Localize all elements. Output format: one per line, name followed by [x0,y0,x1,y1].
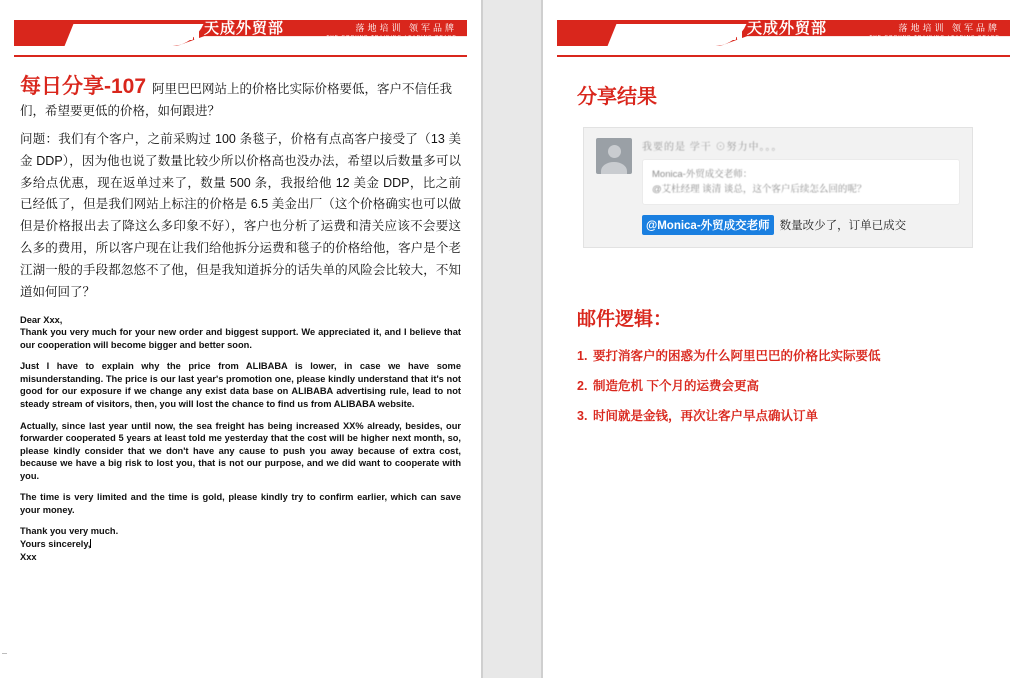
result-section-title: 分享结果 [577,86,657,108]
slide-page-left [0,0,481,678]
email-body [20,314,461,563]
brand-logo [182,20,284,45]
email-paragraph-2: Just I have to explain why the price from ALIBABA is lower, in case we have some misunderstanding. The price is our last year's promotion one, please kindly understand that it's not good for our exposure if we change any exist data base on ALIBABA advertising rule, lead to not steady stream of visitors, then, you will lost the chance to find us from ALIBABA website. [20,361,461,410]
email-logic-list [577,347,990,425]
slide-page-right [543,0,1024,678]
left-page-body [0,60,481,563]
chat-sent-text: 数量改少了，订单已成交 [779,220,907,233]
chat-bubble-line-2: @艾杜经理 谈清 谈总，这个客户后续怎么回的呢？ [652,184,867,196]
list-item-label: 时间就是金钱，再次让客户早点确认订单 [593,408,819,423]
email-paragraph-4: The time is very limited and the time is gold, please kindly try to confirm earlier, which can save your money. [20,492,461,515]
email-paragraph-1: Thank you very much for your new order and biggest support. We appreciated it, and I believe that our cooperation will become bigger and better soon. [20,327,461,350]
chat-screenshot [583,127,973,248]
list-item-number: 1. [577,349,588,364]
header-divider [14,55,467,57]
chat-content [642,138,960,235]
logo-text-en: TIANCHENGWAIMAOBU [747,39,825,45]
right-page-body [543,60,1024,426]
list-item-label: 制造危机 下个月的运费会更高 [593,379,759,394]
chat-sent-message [642,215,960,235]
tagline-en: THE GROUND TRAINING LEADING BRAND [326,33,457,39]
chat-quoted-bubble [642,159,960,205]
brand-tagline [869,24,1000,39]
chat-mention-tag: @Monica-外贸成交老师 [642,215,774,235]
logo-text-cn: 天成外贸部 [204,20,285,37]
tagline-cn: 落地培训 领军品牌 [898,23,1000,33]
brand-tagline [326,24,457,39]
list-item [577,377,990,396]
email-closing-sincerely: Yours sincerely, [20,538,91,549]
brand-header-right [557,14,1010,60]
logo-text-en: TIANCHENGWAIMAOBU [204,39,282,45]
list-item-label: 要打消客户的困惑为什么阿里巴巴的价格比实际要低 [593,349,881,364]
text-cursor [90,539,91,548]
question-paragraph: 问题：我们有个客户，之前采购过 100 条毯子，价格有点高客户接受了（13 美金 DDP），因为他也说了数量比较少所以价格高也没办法，希望以后数量多可以多给点优惠，现在返单过来了，数量 500 条，我报给他 12 美金 DDP，比之前已经低了，但是我们网站上标注的价格是 6.5 美金出厂（这个价格确实也可以做但是价格报出去了降这么多印象不好），客户也分析了运费和清关应该不会要这么多的费用，所以客户现在让我们给他拆分运费和毯子的价格给他，客户是个老江湖一般的手段都忽悠不了他，但是我知道拆分的话失单的风险会比较大，不知道如何回了？ [20,131,461,299]
list-item [577,347,990,366]
header-divider [557,55,1010,57]
logo-bars-icon [725,26,742,40]
brand-logo [725,20,827,45]
page-edge-mark [2,653,7,654]
page-subtitle: 阿里巴巴网站上的价格比实际价格要低，客户不信任我们，希望要更低的价格，如何跟进？ [20,82,453,118]
gutter-edge-left [481,0,483,678]
tagline-en: THE GROUND TRAINING LEADING BRAND [869,33,1000,39]
email-salutation: Dear Xxx, [20,314,63,325]
chat-bubble-line-1: Monica-外贸成交老师： [652,169,753,180]
email-logic-title: 邮件逻辑： [577,309,673,331]
page-title-row [20,70,461,123]
chat-header-line: 我要的是 学干 ⊙努力中。。。 [642,142,783,153]
tagline-cn: 落地培训 领军品牌 [355,23,457,33]
avatar [596,138,632,174]
email-signature: Xxx [20,551,37,562]
logo-bars-icon [182,26,199,40]
page-gutter [481,0,543,678]
list-item [577,407,990,426]
brand-header-left [14,14,467,60]
logo-text-cn: 天成外贸部 [747,20,828,37]
page-title: 每日分享-107 [20,75,147,98]
list-item-number: 3. [577,408,588,423]
email-paragraph-3: Actually, since last year until now, the sea freight has being increased XX% already, besides, our forwarder cooperated 5 years at least told me yesterday that the cost will be higher next month, so, please kindly consider that we don't have any cause to push you away because of extra cost, because we have a big risk to lost you, that is not our purpose, and we did want to cooperate with you. [20,420,461,481]
list-item-number: 2. [577,379,588,394]
email-closing-thanks: Thank you very much. [20,526,119,537]
